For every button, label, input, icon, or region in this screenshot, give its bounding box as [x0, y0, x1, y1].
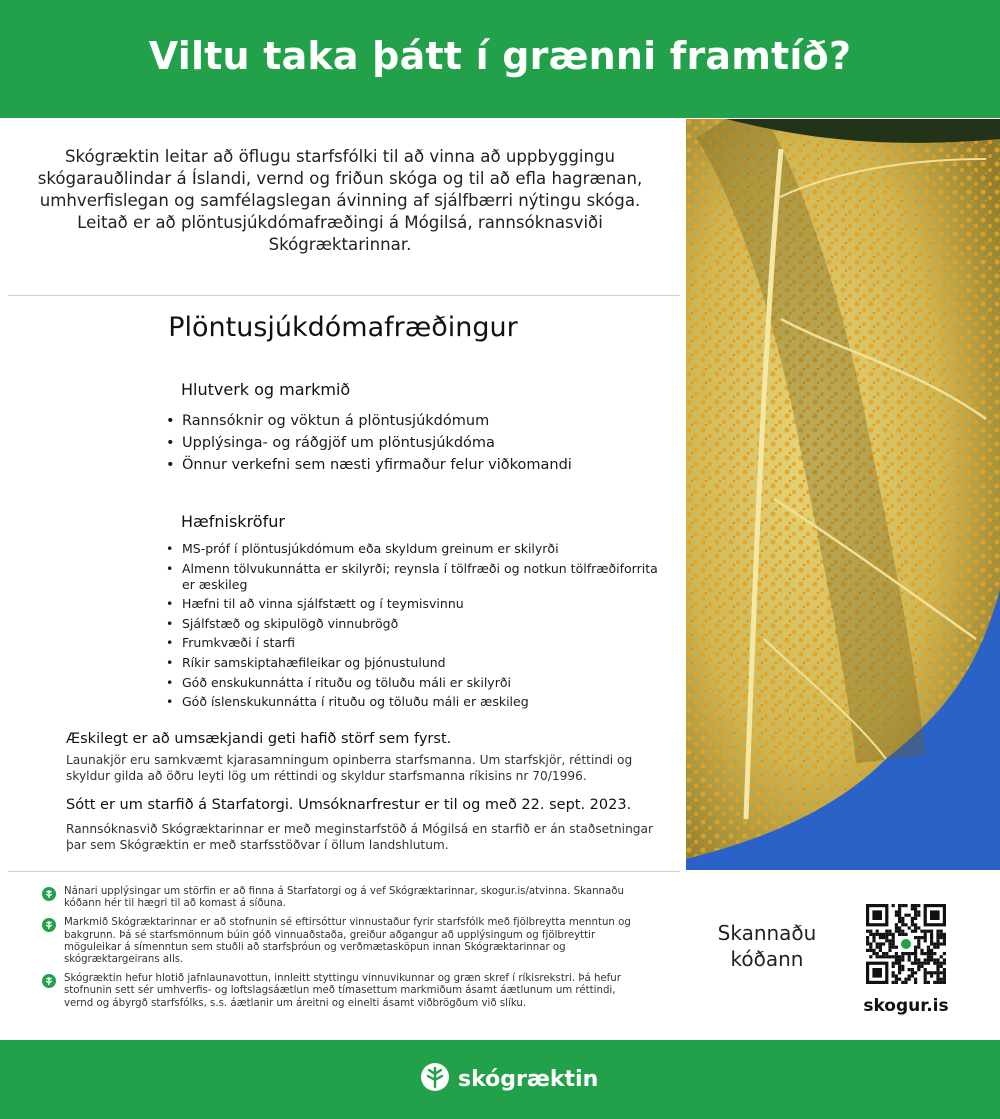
divider	[8, 295, 680, 296]
list-item: • Upplýsinga- og ráðgjöf um plöntusjúkdóma	[166, 432, 666, 454]
info-notes	[42, 886, 642, 1017]
site-link[interactable]: skogur.is	[863, 996, 949, 1016]
leaf-icon	[42, 918, 56, 936]
location-text: Rannsóknasvið Skógræktarinnar er með meginstarfstöð á Mógilsá en starfið er án staðsetningar þar sem Skógræktin er með starfsstöðvar í öllum landshlutum.	[66, 822, 654, 852]
footer-banner	[0, 1040, 1000, 1119]
start-text: Æskilegt er að umsækjandi geti hafið störf sem fyrst.	[66, 731, 452, 747]
list-item: • MS-próf í plöntusjúkdómum eða skyldum greinum er skilyrði	[166, 541, 666, 557]
list-item: • Frumkvæði í starfi	[166, 635, 666, 651]
intro-text: Skógræktin leitar að öflugu starfsfólki til að vinna að uppbyggingu skógarauðlindar á Íslandi, vernd og friðun skóga og til að efla hagrænan, umhverfislegan og samfélagslegan ávinning af sjálfbærri nýtingu skóga. Leitað er að plöntusjúkdómafræðingi á Mógilsá, rannsóknasviði Skógræktarinnar.	[37, 147, 643, 254]
apply-text: Sótt er um starfið á Starfatorgi. Umsóknarfrestur er til og með 22. sept. 2023.	[66, 797, 632, 813]
note-text: Skógræktin hefur hlotið jafnlaunavottun, innleitt styttingu vinnuvikunnar og græn skref í ríkisrekstri. Þá hefur stofnunin sett sér umhverfis- og loftslagsáætlun með tímasettum markmiðum ásamt áætlunum um réttindi, vernd og ábyrgð starfsfólks, s.s. áætlanir um áreitni og einelti ásamt viðbrögðum við slíku.	[64, 973, 621, 1009]
leaf-illustration	[686, 119, 1000, 870]
list-item: • Góð enskukunnátta í rituðu og töluðu máli er skilyrði	[166, 675, 666, 691]
qr-code[interactable]	[866, 904, 946, 988]
duties-heading: Hlutverk og markmið	[181, 380, 351, 399]
note-item	[42, 973, 642, 1010]
list-item: • Rannsóknir og vöktun á plöntusjúkdómum	[166, 410, 666, 432]
qualifications-list	[166, 541, 666, 714]
list-item: • Sjálfstæð og skipulögð vinnubrögð	[166, 616, 666, 632]
list-item: • Ríkir samskiptahæfileikar og þjónustulund	[166, 655, 666, 671]
job-title: Plöntusjúkdómafræðingur	[168, 312, 518, 343]
note-text: Nánari upplýsingar um störfin er að finna á Starfatorgi og á vef Skógræktarinnar, skogur.is/atvinna. Skannaðu kóðann hér til hægri til að komast á síðuna.	[64, 886, 624, 910]
note-text: Markmið Skógræktarinnar er að stofnunin sé eftirsóttur vinnustaður fyrir starfsfólk með fjölbreytta menntun og bakgrunn. Þá sé starfsmönnum búin góð vinnuaðstaða, greiður aðgangur að upplýsingum og fjölbreyttir möguleikar á símenntun sem stuðli að starfsþróun og verðmætasköpun innan Skógræktarinnar og skógræktargeirans alls.	[64, 917, 631, 966]
note-item	[42, 917, 642, 966]
leaf-logo-icon	[420, 1062, 450, 1096]
list-item: • Almenn tölvukunnátta er skilyrði; reynsla í tölfræði og notkun tölfræðiforrita er æskileg	[166, 561, 666, 593]
qualifications-heading: Hæfniskröfur	[181, 512, 285, 531]
note-item	[42, 886, 642, 910]
scan-label: Skannaðu kóðann	[717, 921, 817, 971]
list-item: • Hæfni til að vinna sjálfstætt og í teymisvinnu	[166, 596, 666, 612]
list-item: • Önnur verkefni sem næsti yfirmaður felur viðkomandi	[166, 454, 666, 476]
leaf-icon	[42, 974, 56, 992]
header-banner	[0, 0, 1000, 118]
logo-text: skógræktin	[458, 1066, 599, 1092]
pay-text: Launakjör eru samkvæmt kjarasamningum opinberra starfsmanna. Um starfskjör, réttindi og skyldur gilda að öðru leyti lög um réttindi og skyldur starfsmanna ríkisins nr 70/1996.	[66, 753, 633, 783]
duties-list	[166, 410, 666, 476]
leaf-icon	[42, 887, 56, 905]
footer-logo	[420, 1062, 598, 1096]
page-title: Viltu taka þátt í grænni framtíð?	[148, 34, 852, 78]
leaf-photo	[686, 119, 1000, 870]
list-item: • Góð íslenskukunnátta í rituðu og töluðu máli er æskileg	[166, 694, 666, 710]
qr-section	[686, 872, 1000, 1040]
divider	[8, 871, 680, 872]
